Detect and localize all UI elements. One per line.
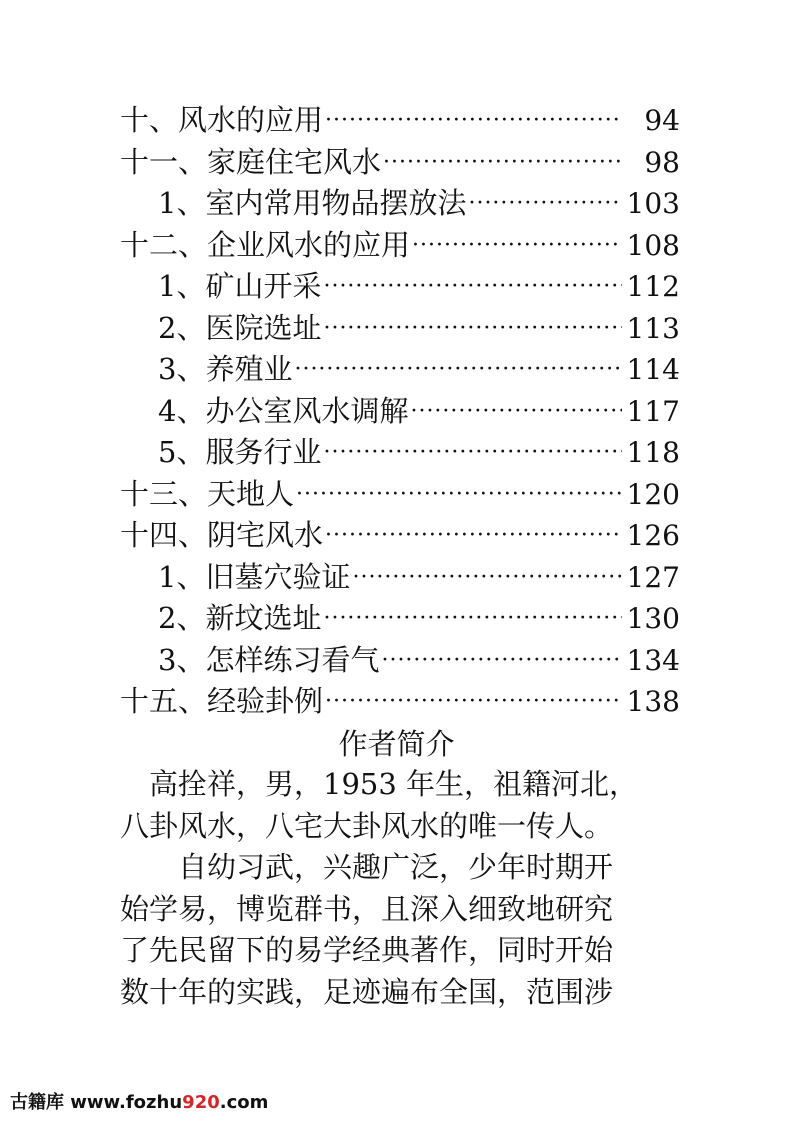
toc-entry-page: 98 [644,145,680,179]
toc-entry-label: 十一、家庭住宅风水 [120,144,382,179]
toc-leader-dots [412,225,622,267]
toc-subentry-12-2 [120,308,680,350]
toc-entry-page: 127 [626,560,680,594]
toc-entry-15 [120,681,680,723]
toc-leader-dots [383,142,622,184]
toc-entry-label: 十三、天地人 [120,476,295,511]
toc-entry-page: 126 [626,519,680,552]
toc-entry-10 [120,100,680,142]
watermark-url-prefix: www.fozhu [70,1092,183,1113]
toc-entry-label: 2、新坟选址 [158,601,322,635]
toc-entry-14 [120,515,680,557]
toc-entry-label: 十四、阴宅风水 [120,518,324,552]
toc-entry-13 [120,474,680,516]
toc-entry-page: 118 [626,436,680,469]
toc-entry-label: 十二、企业风水的应用 [120,227,411,262]
toc-subentry-14-2 [120,598,680,640]
toc-leader-dots [325,515,622,557]
toc-entry-page: 113 [626,311,680,345]
toc-entry-label: 1、旧墓穴验证 [158,559,351,594]
toc-subentry-12-1 [120,266,680,308]
author-section-heading: 作者简介 [338,727,455,761]
toc-entry-label: 5、服务行业 [158,435,322,469]
author-bio [120,764,680,1013]
toc-leader-dots [325,681,622,723]
toc-subentry-14-3 [120,640,680,682]
watermark-site-name: 古籍库 [10,1092,64,1113]
bio-line: 始学易，博览群书，且深入细致地研究 [120,891,614,926]
toc-subentry-12-3 [120,349,680,391]
toc-subentry-14-1 [120,557,680,599]
bio-line: 自幼习武，兴趣广泛，少年时期开 [120,850,614,884]
toc-entry-label: 2、医院选址 [158,310,322,345]
bio-line: 数十年的实践，足迹遍布全国，范围涉 [120,974,614,1009]
toc-entry-page: 103 [626,187,680,220]
toc-leader-dots [323,432,622,474]
bio-line: 八卦风水，八宅大卦风水的唯一传人。 [120,808,614,843]
toc-entry-11 [120,142,680,184]
toc-entry-page: 117 [626,394,680,428]
toc-entry-page: 112 [626,270,680,303]
toc-leader-dots [323,598,622,640]
toc-entry-label: 1、矿山开采 [158,269,322,303]
toc-entry-page: 134 [626,643,680,677]
toc-entry-label: 4、办公室风水调解 [158,393,409,428]
toc-entry-12 [120,225,680,267]
toc-entry-page: 94 [644,104,680,137]
toc-entry-page: 108 [626,228,680,262]
toc-leader-dots [294,349,622,391]
toc-entry-page: 114 [626,353,680,386]
toc-entry-page: 130 [626,602,680,635]
toc-leader-dots [323,266,622,308]
bio-line: 高拴祥，男，1953 年生，祖籍河北， [120,767,639,801]
watermark-url-suffix: .com [219,1092,269,1113]
toc-leader-dots [468,183,622,225]
toc-entry-label: 3、养殖业 [158,352,293,386]
table-of-contents [120,100,680,723]
toc-entry-label: 十五、经验卦例 [120,684,324,718]
toc-entry-page: 120 [626,477,680,511]
toc-subentry-12-5 [120,432,680,474]
toc-leader-dots [296,474,622,516]
toc-entry-label: 十、风水的应用 [120,103,324,137]
toc-leader-dots [323,308,622,350]
toc-entry-label: 3、怎样练习看气 [158,642,380,677]
toc-leader-dots [352,557,622,599]
watermark-url-number: 920 [182,1092,220,1113]
bio-line: 了先民留下的易学经典著作，同时开始 [120,933,614,967]
toc-leader-dots [381,640,622,682]
toc-leader-dots [325,100,622,142]
toc-subentry-12-4 [120,391,680,433]
toc-entry-label: 1、室内常用物品摆放法 [158,186,467,220]
site-watermark [10,1088,268,1114]
toc-leader-dots [410,391,622,433]
toc-subentry-11-1 [120,183,680,225]
toc-entry-page: 138 [626,685,680,718]
